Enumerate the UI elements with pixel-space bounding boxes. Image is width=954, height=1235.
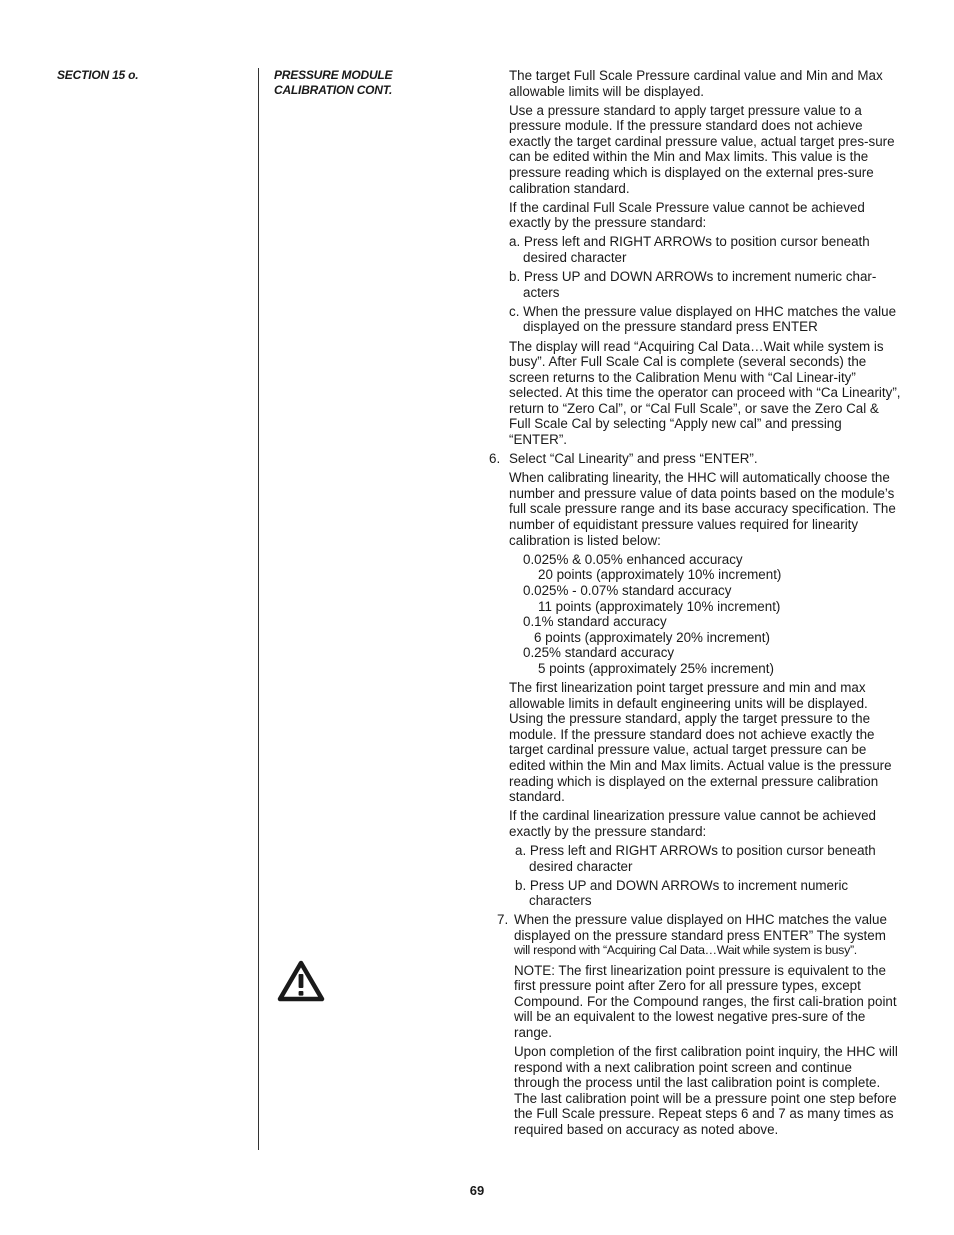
paragraph: If the cardinal linearization pressure value cannot be achieved exactly by the pressure standard:: [509, 808, 876, 839]
paragraph: The target Full Scale Pressure cardinal value and Min and Max allowable limits will be displayed.: [509, 68, 883, 99]
accuracy-heading: 0.025% - 0.07% standard accuracy: [523, 582, 732, 598]
warning-triangle-icon: [277, 960, 325, 1002]
step-number: 7.: [497, 912, 509, 928]
step-text: When the pressure value displayed on HHC matches the value displayed on the pressure standard press ENTER” The system: [514, 912, 887, 943]
list-item: a. Press left and RIGHT ARROWs to position cursor beneath desired character: [509, 234, 870, 266]
step-number: 6.: [489, 451, 501, 467]
accuracy-heading: 0.1% standard accuracy: [523, 614, 667, 630]
step-6: [489, 451, 901, 467]
step-7: [497, 912, 901, 1137]
step-text-continued: will respond with “Acquiring Cal Data…Wait while system is busy”.: [514, 943, 857, 958]
accuracy-detail: 6 points (approximately 20% increment): [534, 629, 770, 645]
paragraph: When calibrating linearity, the HHC will automatically choose the number and pressure value of data points based on the module’s full scale pressure range and its base accuracy specification. The number of equidistant pressure values required for linearity calibration is listed below:: [509, 470, 896, 548]
list-item: c. When the pressure value displayed on HHC matches the value displayed on the pressure standard press ENTER: [509, 303, 897, 335]
page-number: 69: [469, 1183, 485, 1198]
accuracy-detail: 5 points (approximately 25% increment): [538, 660, 774, 676]
paragraph: The display will read “Acquiring Cal Data…Wait while system is busy”. After Full Scale Cal is complete (several seconds) the screen returns to the Calibration Menu with “Cal Linear-ity” selected. At this time the operator can proceed with “Ca Linearity”, return to “Zero Cal”, or “Cal Full Scale”, or save the Zero Cal & Full Scale Cal by selecting “Apply new cal” and pressing “ENTER”.: [509, 338, 901, 448]
accuracy-heading: 0.025% & 0.05% enhanced accuracy: [523, 551, 743, 567]
paragraph: Upon completion of the first calibration point inquiry, the HHC will respond with a next calibration point screen and continue through the process until the last calibration point is complete. The last calibration point will be a pressure point one step before the Full Scale pressure. Repeat steps 6 and 7 as many times as required based on accuracy as noted above.: [514, 1044, 898, 1137]
step-text: Select “Cal Linearity” and press “ENTER”.: [509, 451, 758, 467]
section-label: SECTION 15 o.: [57, 68, 139, 82]
body-content: [489, 68, 901, 1138]
accuracy-heading: 0.25% standard accuracy: [523, 645, 675, 661]
list-item: b. Press UP and DOWN ARROWs to increment numeric characters: [515, 877, 849, 909]
paragraph: Use a pressure standard to apply target pressure value to a pressure module. If the pressure standard does not achieve exactly the target cardinal pressure value, actual target pres-sure can be edited within the Min and Max limits. This value is the pressure reading which is displayed on the external pres-sure calibration standard.: [509, 102, 895, 196]
list-item: b. Press UP and DOWN ARROWs to increment numeric char-acters: [509, 269, 877, 300]
column-divider: [258, 68, 259, 1150]
paragraph: The first linearization point target pressure and min and max allowable limits in default engineering units will be displayed. Using the pressure standard, apply the target pressure to the module. If the pressure standard does not achieve exactly the target cardinal pressure value, actual target pressure can be edited within the Min and Max limits. Actual value is the pressure reading which is displayed on the external pressure calibration standard.: [509, 679, 892, 805]
subsection-title: PRESSURE MODULE CALIBRATION CONT.: [274, 68, 393, 97]
accuracy-detail: 11 points (approximately 10% increment): [538, 598, 781, 614]
list-item: a. Press left and RIGHT ARROWs to position cursor beneath desired character: [515, 842, 876, 874]
paragraph: If the cardinal Full Scale Pressure value cannot be achieved exactly by the pressure standard:: [509, 199, 865, 231]
note: NOTE: The first linearization point pressure is equivalent to the first pressure point after Zero for all pressure types, except Compound. For the Compound ranges, the first cali-bration point will be an equivalent to the lowest negative pres-sure of the range.: [514, 962, 897, 1040]
accuracy-detail: 20 points (approximately 10% increment): [538, 567, 782, 583]
